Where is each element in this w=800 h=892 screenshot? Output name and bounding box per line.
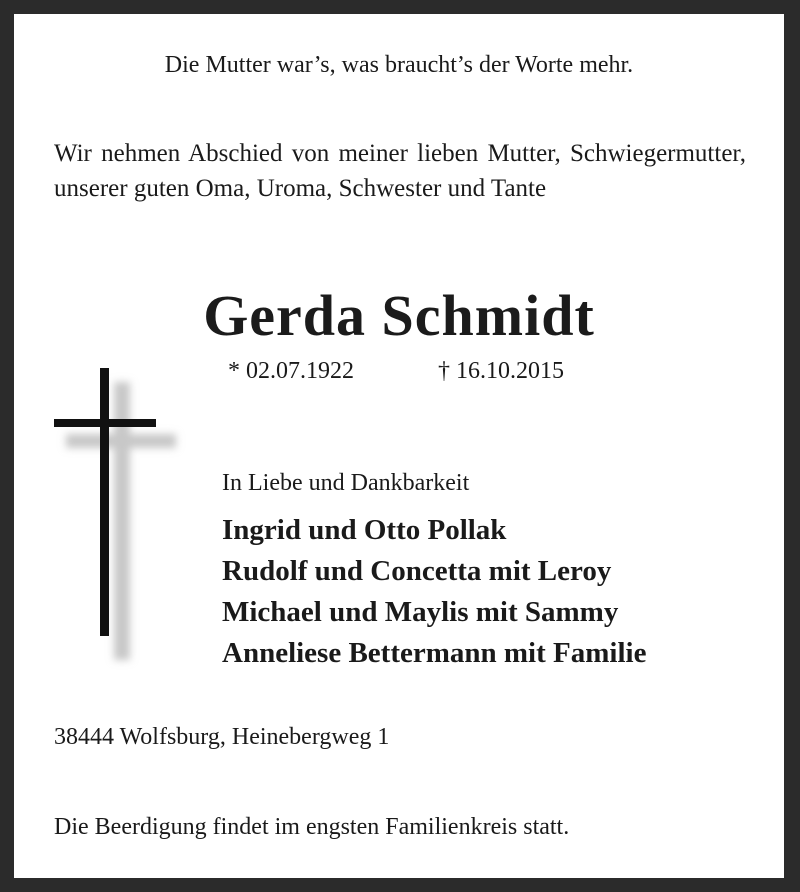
mourner-name: Anneliese Bettermann mit Familie — [222, 637, 647, 669]
mourner-name: Rudolf und Concetta mit Leroy — [222, 555, 612, 587]
intro-text: Wir nehmen Abschied von meiner lieben Mutter, Schwiegermutter, unserer guten Oma, Uroma, Schwester und Tante — [54, 140, 746, 202]
mourner-name: Michael und Maylis mit Sammy — [222, 596, 619, 628]
mourner-name: Ingrid und Otto Pollak — [222, 514, 507, 546]
death-date: † 16.10.2015 — [438, 358, 564, 384]
thanks-line: In Liebe und Dankbarkeit — [222, 470, 470, 496]
birth-date: * 02.07.1922 — [228, 358, 354, 384]
cross-shadow — [66, 382, 176, 660]
funeral-note: Die Beerdigung findet im engsten Familienkreis statt. — [54, 814, 570, 840]
motto-text: Die Mutter war’s, was braucht’s der Worte mehr. — [164, 52, 634, 78]
deceased-name: Gerda Schmidt — [203, 283, 595, 348]
mourners-list — [222, 510, 646, 674]
obituary-notice — [14, 14, 784, 878]
cross-shape — [54, 368, 156, 636]
address-line: 38444 Wolfsburg, Heinebergweg 1 — [54, 724, 390, 750]
